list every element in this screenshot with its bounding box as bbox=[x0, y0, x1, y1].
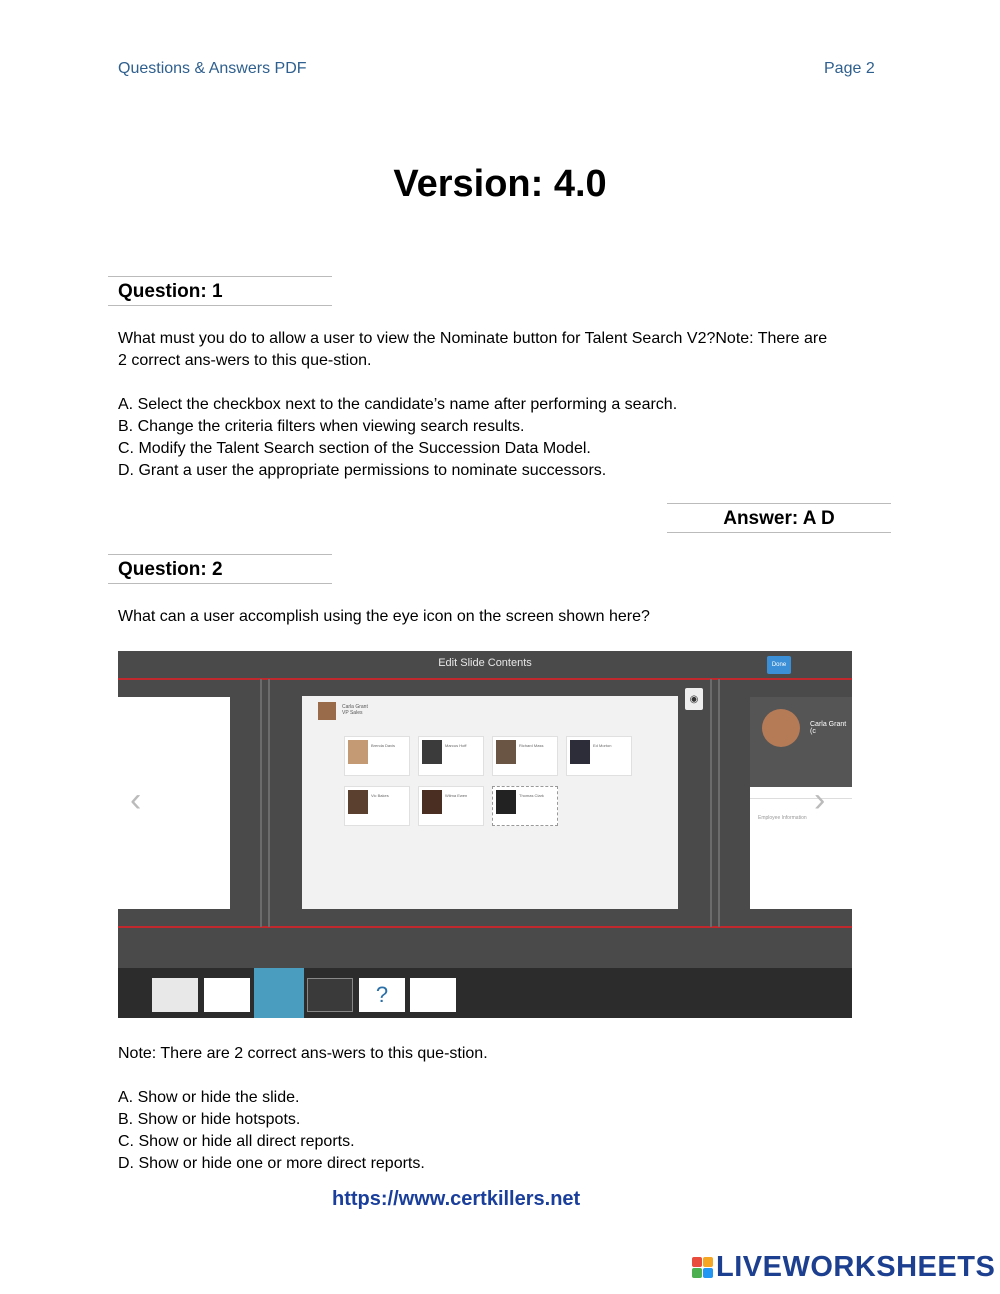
chevron-right-icon[interactable]: › bbox=[814, 781, 826, 819]
report-card[interactable] bbox=[344, 736, 410, 776]
report-card[interactable] bbox=[418, 736, 484, 776]
brand-square bbox=[703, 1268, 713, 1278]
brand-logo-icon bbox=[692, 1257, 713, 1278]
question-1-answer: Answer: A D bbox=[667, 503, 891, 533]
brand-square bbox=[692, 1268, 702, 1278]
profile-tabs bbox=[750, 791, 852, 799]
report-card[interactable] bbox=[492, 786, 558, 826]
report-name: Wilma Ewen bbox=[445, 793, 468, 798]
report-name: Vic Bakes bbox=[371, 793, 389, 798]
report-card[interactable] bbox=[566, 736, 632, 776]
question-1-options bbox=[118, 394, 677, 482]
page-number: Page 2 bbox=[824, 60, 875, 77]
manager-name-text: Carla Grant bbox=[342, 704, 368, 710]
manager-name bbox=[342, 704, 368, 716]
question-1-option-b: B. Change the criteria filters when viewing search results. bbox=[118, 418, 525, 435]
question-2-screenshot bbox=[118, 651, 852, 1018]
question-2-option-d: D. Show or hide one or more direct reports. bbox=[118, 1155, 425, 1172]
slide-right-preview bbox=[750, 697, 852, 909]
avatar bbox=[496, 790, 516, 814]
question-1-option-a: A. Select the checkbox next to the candidate’s name after performing a search. bbox=[118, 396, 678, 413]
header-title: Questions & Answers PDF bbox=[118, 60, 307, 77]
done-button[interactable]: Done bbox=[767, 656, 791, 674]
screenshot-title: Edit Slide Contents bbox=[438, 657, 532, 669]
question-2-options bbox=[118, 1087, 425, 1175]
divider-line bbox=[710, 679, 712, 927]
question-1-text: What must you do to allow a user to view the Nominate button for Talent Search V2?Note: There are 2 correct ans-wers to this que-stion. bbox=[118, 330, 828, 369]
question-1-option-c: C. Modify the Talent Search section of the Succession Data Model. bbox=[118, 440, 591, 457]
avatar bbox=[762, 709, 800, 747]
version-heading: Version: 4.0 bbox=[393, 163, 607, 205]
manager-photo bbox=[318, 702, 336, 720]
report-card[interactable] bbox=[418, 786, 484, 826]
question-1-option-d: D. Grant a user the appropriate permissions to nominate successors. bbox=[118, 462, 607, 479]
question-mark-icon: ? bbox=[375, 982, 389, 1007]
profile-header bbox=[750, 697, 852, 787]
avatar bbox=[496, 740, 516, 764]
chevron-left-icon[interactable]: ‹ bbox=[130, 781, 142, 819]
report-name: Marcus Hoff bbox=[445, 743, 467, 748]
divider-line bbox=[260, 679, 262, 927]
slide-main bbox=[302, 696, 678, 909]
report-name: Ed Morton bbox=[593, 743, 612, 748]
slide-thumbnail[interactable] bbox=[410, 978, 456, 1012]
divider-line bbox=[268, 679, 270, 927]
question-2-option-b: B. Show or hide hotspots. bbox=[118, 1111, 301, 1128]
redline-top bbox=[118, 678, 852, 680]
slide-thumbnail-active[interactable] bbox=[254, 968, 304, 1018]
eye-icon[interactable]: ◉ bbox=[685, 688, 703, 710]
slide-thumbnail[interactable] bbox=[307, 978, 353, 1012]
question-2-text: What can a user accomplish using the eye icon on the screen shown here? bbox=[118, 608, 650, 625]
question-1-label: Question: 1 bbox=[108, 276, 332, 306]
question-2-option-a: A. Show or hide the slide. bbox=[118, 1089, 300, 1106]
avatar bbox=[570, 740, 590, 764]
slide-thumbnail[interactable] bbox=[204, 978, 250, 1012]
manager-title-text: VP Sales bbox=[342, 710, 363, 716]
divider-line bbox=[718, 679, 720, 927]
report-name: Thomas Clark bbox=[519, 793, 544, 798]
slide-thumbnail[interactable] bbox=[359, 978, 405, 1012]
profile-info: Employee Information bbox=[758, 815, 807, 821]
report-name: Richard Mass bbox=[519, 743, 544, 748]
report-name: Brenda Davis bbox=[371, 743, 396, 748]
avatar bbox=[348, 790, 368, 814]
report-card[interactable] bbox=[344, 786, 410, 826]
brand-square bbox=[703, 1257, 713, 1267]
question-2-label: Question: 2 bbox=[108, 554, 332, 584]
brand-logo bbox=[692, 1251, 995, 1284]
report-card[interactable] bbox=[492, 736, 558, 776]
avatar bbox=[348, 740, 368, 764]
slide-thumbnail[interactable] bbox=[152, 978, 198, 1012]
profile-name: Carla Grant (c bbox=[810, 721, 847, 735]
question-2-option-c: C. Show or hide all direct reports. bbox=[118, 1133, 355, 1150]
redline-bottom bbox=[118, 926, 852, 928]
slide-filmstrip bbox=[118, 968, 852, 1018]
brand-square bbox=[692, 1257, 702, 1267]
question-2-note: Note: There are 2 correct ans-wers to this que-stion. bbox=[118, 1045, 488, 1062]
footer-url-link[interactable]: https://www.certkillers.net bbox=[332, 1188, 581, 1210]
avatar bbox=[422, 740, 442, 764]
manager-header bbox=[318, 702, 662, 720]
brand-text: LIVEWORKSHEETS bbox=[716, 1251, 996, 1283]
avatar bbox=[422, 790, 442, 814]
